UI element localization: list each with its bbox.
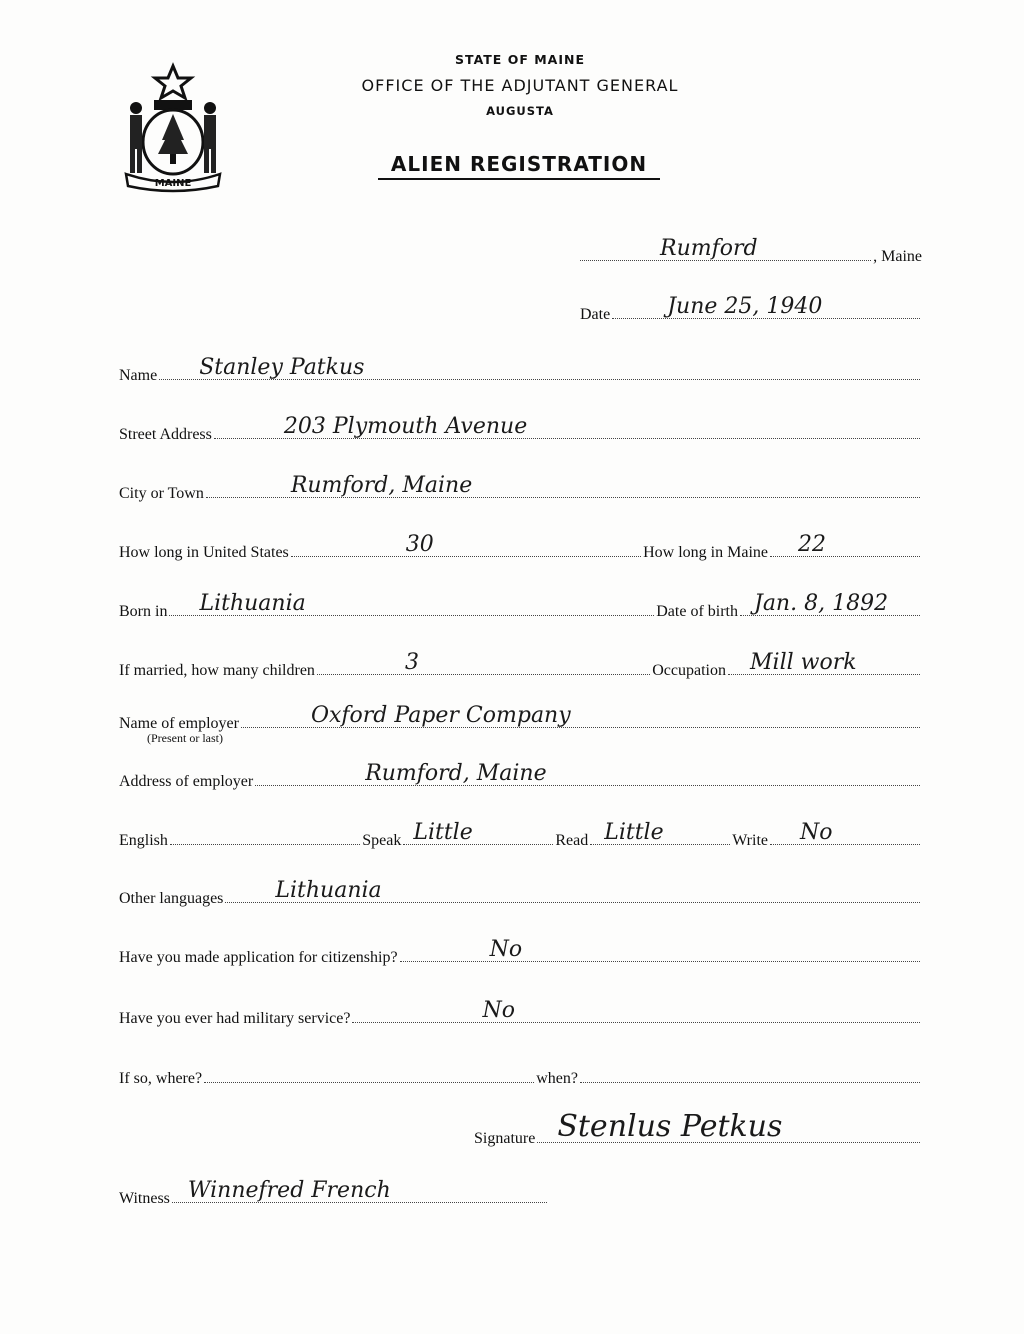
speak-value: Little	[413, 820, 473, 845]
name-label: Name	[119, 367, 158, 384]
office-heading: OFFICE OF THE ADJUTANT GENERAL	[361, 76, 679, 95]
town-label: , Maine	[873, 248, 922, 265]
city-row	[119, 473, 922, 509]
read-value: Little	[604, 820, 664, 845]
dob-value: Jan. 8, 1892	[754, 591, 889, 616]
witness-value: Winnefred French	[187, 1178, 391, 1203]
service-details-row	[119, 1068, 922, 1094]
seal-banner-text: MAINE	[154, 178, 192, 189]
military-value: No	[482, 998, 515, 1023]
write-label: Write	[732, 832, 768, 849]
maine-years-field[interactable]	[770, 532, 920, 557]
employer-address-field[interactable]	[255, 761, 920, 786]
citizenship-field[interactable]	[400, 937, 920, 962]
born-value: Lithuania	[199, 591, 306, 616]
date-value: June 25, 1940	[667, 294, 823, 319]
when-label: when?	[536, 1070, 578, 1087]
occupation-field[interactable]	[728, 650, 920, 675]
dob-label: Date of birth	[656, 603, 738, 620]
employer-address-label: Address of employer	[119, 773, 254, 790]
other-languages-row	[119, 878, 922, 914]
date-label: Date	[580, 306, 611, 323]
read-field[interactable]	[590, 820, 730, 845]
maine-years-value: 22	[798, 532, 826, 557]
employer-address-value: Rumford, Maine	[365, 761, 547, 786]
occupation-label: Occupation	[652, 662, 726, 679]
city-heading: AUGUSTA	[486, 104, 554, 118]
english-label: English	[119, 832, 168, 849]
employer-row	[119, 703, 922, 739]
employer-field[interactable]	[241, 703, 920, 728]
employer-value: Oxford Paper Company	[310, 703, 571, 728]
military-field[interactable]	[352, 998, 920, 1023]
us-years-label: How long in United States	[119, 544, 289, 561]
city-value: Rumford, Maine	[290, 473, 473, 498]
signature-value: Stenlus Petkus	[557, 1109, 783, 1144]
children-value: 3	[404, 650, 419, 675]
when-field[interactable]	[580, 1068, 920, 1083]
signature-row	[474, 1109, 922, 1154]
us-years-field[interactable]	[291, 532, 641, 557]
dob-field[interactable]	[740, 591, 920, 616]
military-label: Have you ever had military service?	[119, 1010, 351, 1027]
state-heading: STATE OF MAINE	[455, 52, 585, 67]
maine-years-label: How long in Maine	[643, 544, 768, 561]
signature-field[interactable]	[537, 1109, 920, 1144]
name-field[interactable]	[159, 355, 920, 380]
children-label: If married, how many children	[119, 662, 315, 679]
employer-label: Name of employer	[119, 715, 239, 732]
form-title: ALIEN REGISTRATION	[378, 152, 660, 180]
military-row	[119, 998, 922, 1034]
street-value: 203 Plymouth Avenue	[283, 414, 528, 439]
name-value: Stanley Patkus	[199, 355, 365, 380]
citizenship-row	[119, 937, 922, 973]
speak-label: Speak	[362, 832, 402, 849]
town-row	[578, 236, 922, 272]
witness-row	[119, 1178, 549, 1214]
occupation-value: Mill work	[750, 650, 857, 675]
citizenship-value: No	[489, 937, 523, 962]
witness-field[interactable]	[172, 1178, 547, 1203]
read-label: Read	[555, 832, 589, 849]
born-field[interactable]	[169, 591, 654, 616]
city-label: City or Town	[119, 485, 204, 502]
other-languages-label: Other languages	[119, 890, 224, 907]
signature-label: Signature	[474, 1130, 536, 1147]
name-row	[119, 355, 922, 391]
birth-row	[119, 591, 922, 627]
english-field	[170, 830, 360, 845]
speak-field[interactable]	[403, 820, 553, 845]
where-label: If so, where?	[119, 1070, 203, 1087]
english-row	[119, 820, 922, 856]
family-row	[119, 650, 922, 686]
us-years-value: 30	[405, 532, 434, 557]
maine-state-seal-icon	[118, 62, 228, 194]
other-languages-field[interactable]	[225, 878, 920, 903]
street-row	[119, 414, 922, 450]
born-label: Born in	[119, 603, 168, 620]
employer-address-row	[119, 761, 922, 797]
children-field[interactable]	[317, 650, 650, 675]
street-label: Street Address	[119, 426, 212, 443]
citizenship-label: Have you made application for citizenship?	[119, 949, 398, 966]
street-field[interactable]	[214, 414, 920, 439]
where-field[interactable]	[204, 1068, 534, 1083]
town-field[interactable]	[580, 236, 871, 261]
town-value: Rumford	[660, 236, 758, 261]
date-row	[580, 294, 922, 330]
other-languages-value: Lithuania	[275, 878, 382, 903]
residence-row	[119, 532, 922, 568]
write-value: No	[800, 820, 833, 845]
witness-label: Witness	[119, 1190, 170, 1207]
write-field[interactable]	[770, 820, 920, 845]
employer-sublabel: (Present or last)	[147, 731, 223, 745]
city-field[interactable]	[206, 473, 920, 498]
date-field[interactable]	[612, 294, 920, 319]
